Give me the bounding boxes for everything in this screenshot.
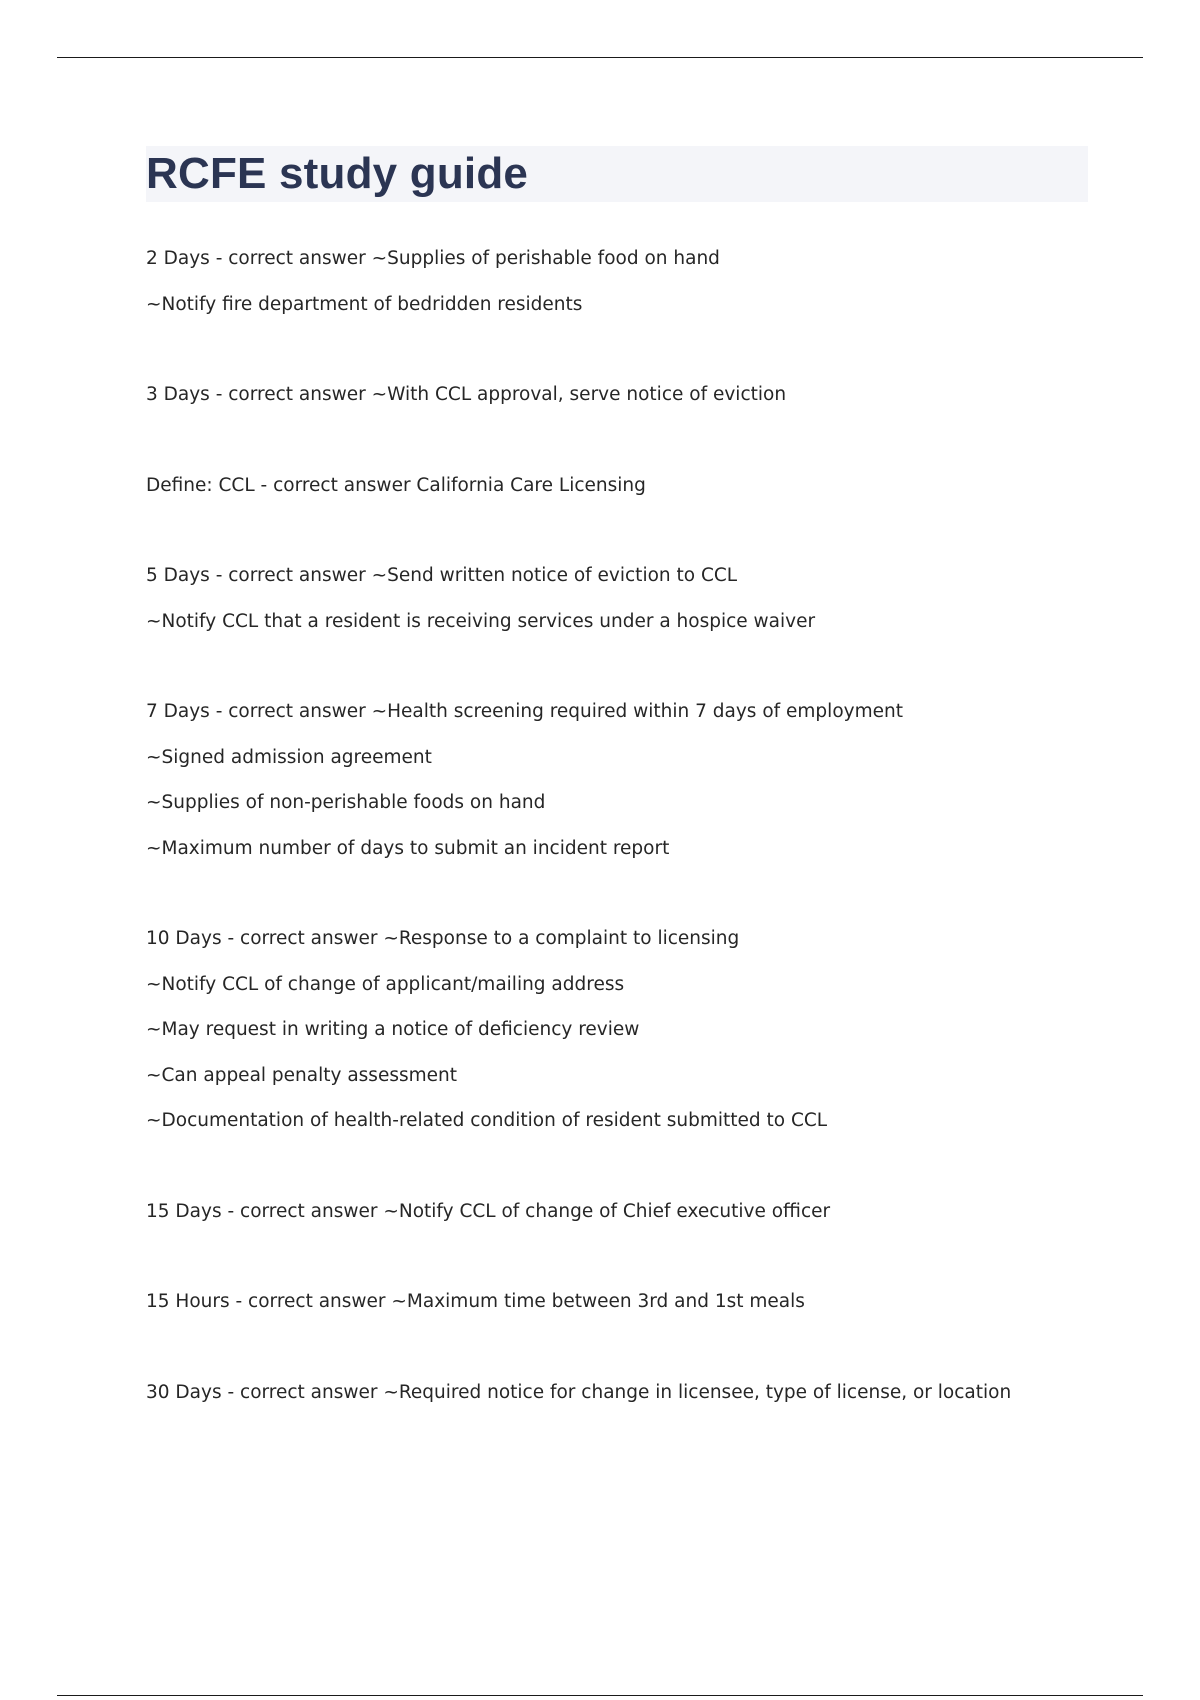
entry-line: 30 Days - correct answer ~Required notice for change in licensee, type of license, or location: [146, 1381, 1012, 1403]
title-band: [146, 146, 1088, 202]
entry-line: ~Notify CCL of change of applicant/mailing address: [146, 973, 625, 995]
document-body: [146, 146, 1088, 1460]
entry-line: 10 Days - correct answer ~Response to a complaint to licensing: [146, 928, 740, 949]
entry-line: 7 Days - correct answer ~Health screening required within 7 days of employment: [146, 701, 903, 722]
entry-line: ~Notify CCL that a resident is receiving services under a hospice waiver: [146, 610, 816, 632]
entry-line: ~Maximum number of days to submit an incident report: [146, 837, 670, 859]
entry-line: ~Notify fire department of bedridden residents: [146, 293, 583, 315]
entry-30-days: [146, 1370, 1088, 1416]
entry-line: ~Supplies of non-perishable foods on hand: [146, 792, 546, 813]
entry-line: 2 Days - correct answer ~Supplies of perishable food on hand: [146, 248, 720, 269]
header-rule: [57, 57, 1143, 58]
document-title: RCFE study guide: [146, 149, 529, 198]
entry-7-days: [146, 689, 1088, 871]
entry-line: 3 Days - correct answer ~With CCL approval, serve notice of eviction: [146, 384, 787, 405]
footer-rule: [57, 1695, 1143, 1696]
entry-line: 15 Hours - correct answer ~Maximum time between 3rd and 1st meals: [146, 1291, 805, 1312]
entry-define-ccl: [146, 463, 1088, 509]
entry-3-days: [146, 372, 1088, 418]
entry-line: ~Documentation of health-related condition of resident submitted to CCL: [146, 1110, 828, 1131]
entry-15-days: [146, 1189, 1088, 1235]
entry-line: 15 Days - correct answer ~Notify CCL of change of Chief executive officer: [146, 1200, 831, 1222]
entry-2-days: [146, 236, 1088, 327]
entry-line: ~Can appeal penalty assessment: [146, 1064, 457, 1086]
entries-list: [146, 236, 1088, 1415]
entry-15-hours: [146, 1279, 1088, 1325]
entry-line: Define: CCL - correct answer California Care Licensing: [146, 474, 646, 496]
entry-line: 5 Days - correct answer ~Send written notice of eviction to CCL: [146, 565, 738, 586]
entry-10-days: [146, 916, 1088, 1144]
entry-line: ~Signed admission agreement: [146, 746, 432, 768]
entry-line: ~May request in writing a notice of deficiency review: [146, 1019, 640, 1040]
entry-5-days: [146, 553, 1088, 644]
